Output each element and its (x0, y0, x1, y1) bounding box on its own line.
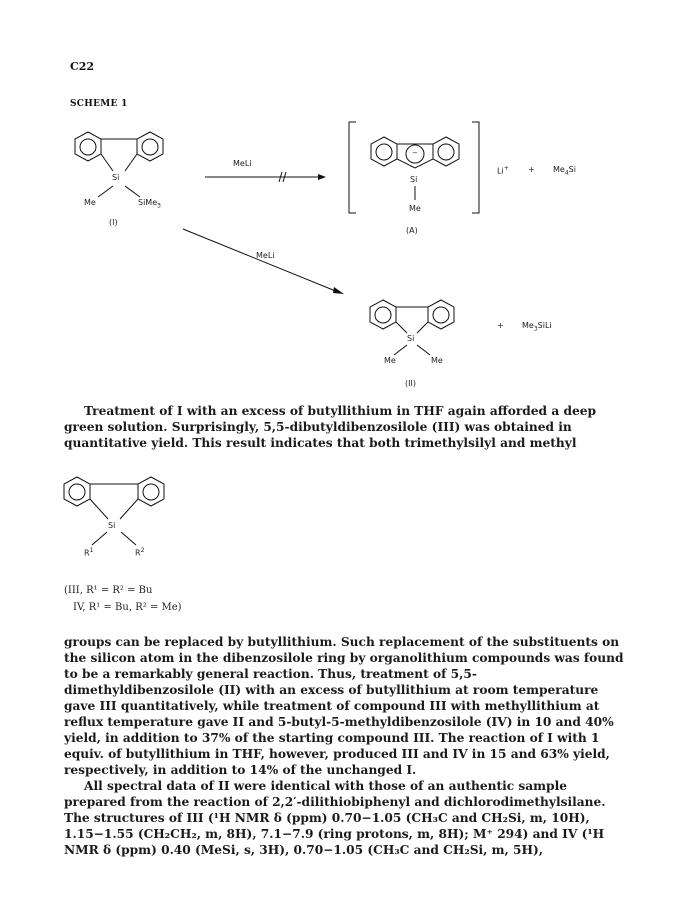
compound-I-si: Si (112, 173, 120, 182)
compound-II-label: (II) (405, 379, 416, 388)
paragraph-3: All spectral data of II were identical with those of an authentic sample prepared from the reaction of 2,2′-dilithiobiphenyl and dichlorodimethylsilane. The structures of III (¹H NMR δ (ppm) 0.70−1.05 (CH₃C and CH₂Si, m, 10H), 1.15−1.55 (CH₂CH₂, m, 8H), 7.1−7.9 (ring protons, m, 8H); M⁺ 294) and IV (¹H NMR δ (ppm) 0.40 (MeSi, s, 3H), 0.70−1.05 (CH₃C and CH₂Si, m, 5H), (64, 779, 606, 857)
anion-A-label: (A) (406, 226, 418, 235)
compound-II-me-right: Me (431, 356, 443, 365)
tetramethylsilane: $Me_4Si$ (553, 165, 576, 177)
structure-r1: $R^1$ (84, 547, 94, 558)
structure-legend-line2: IV, R¹ = Bu, R² = Me) (73, 602, 182, 613)
scheme-title: SCHEME 1 (70, 99, 128, 109)
structure-si: Si (108, 521, 116, 530)
compound-I-rings (75, 132, 163, 197)
plus-sign-bottom: + (497, 321, 504, 330)
structure-r2: $R^2$ (135, 547, 145, 558)
compound-I-label: (I) (109, 218, 118, 227)
arrow-top-reagent: MeLi (233, 159, 252, 168)
page-number: C22 (70, 60, 95, 73)
anion-charge: − (412, 149, 418, 157)
compound-II-me-left: Me (384, 356, 396, 365)
lithium-cation: Li+ (497, 165, 509, 176)
arrow-diag-reagent: MeLi (256, 251, 275, 260)
plus-sign-top: + (528, 165, 535, 174)
compound-II-si: Si (407, 334, 415, 343)
compound-I-me: Me (84, 198, 96, 207)
structure-legend-line1: (III, R¹ = R² = Bu (64, 585, 153, 596)
paragraph-2: groups can be replaced by butyllithium. Such replacement of the substituents on the silicon atom in the dibenzosilole ring by organolithium compounds was found to be a remarkably general reaction. Thus, treatment of 5,5-dimethyldibenzosilole (II) with an excess of butyllithium at room temperature gave III quantitatively, while treatment of compound III with methyllithium at reflux temperature gave II and 5-butyl-5-methyldibenzosilole (IV) in 10 and 40% yield, in addition to 37% of the starting compound III. The reaction of I with 1 equiv. of butyllithium in THF, however, produced III and IV in 15 and 63% yield, respectively, in addition to 14% of the unchanged I. (64, 635, 624, 777)
anion-A-si: Si (410, 175, 418, 184)
trimethylsilyllithium: $Me_3SiLi$ (522, 321, 552, 333)
paragraph-1: Treatment of I with an excess of butyllithium in THF again afforded a deep green solution. Surprisingly, 5,5-dibutyldibenzosilole (III) was obtained in quantitative yield. This result indicates that both trimethylsilyl and methyl (64, 404, 597, 450)
compound-I-sime3: SiMe$_3$ (138, 198, 161, 210)
anion-A-me: Me (409, 204, 421, 213)
